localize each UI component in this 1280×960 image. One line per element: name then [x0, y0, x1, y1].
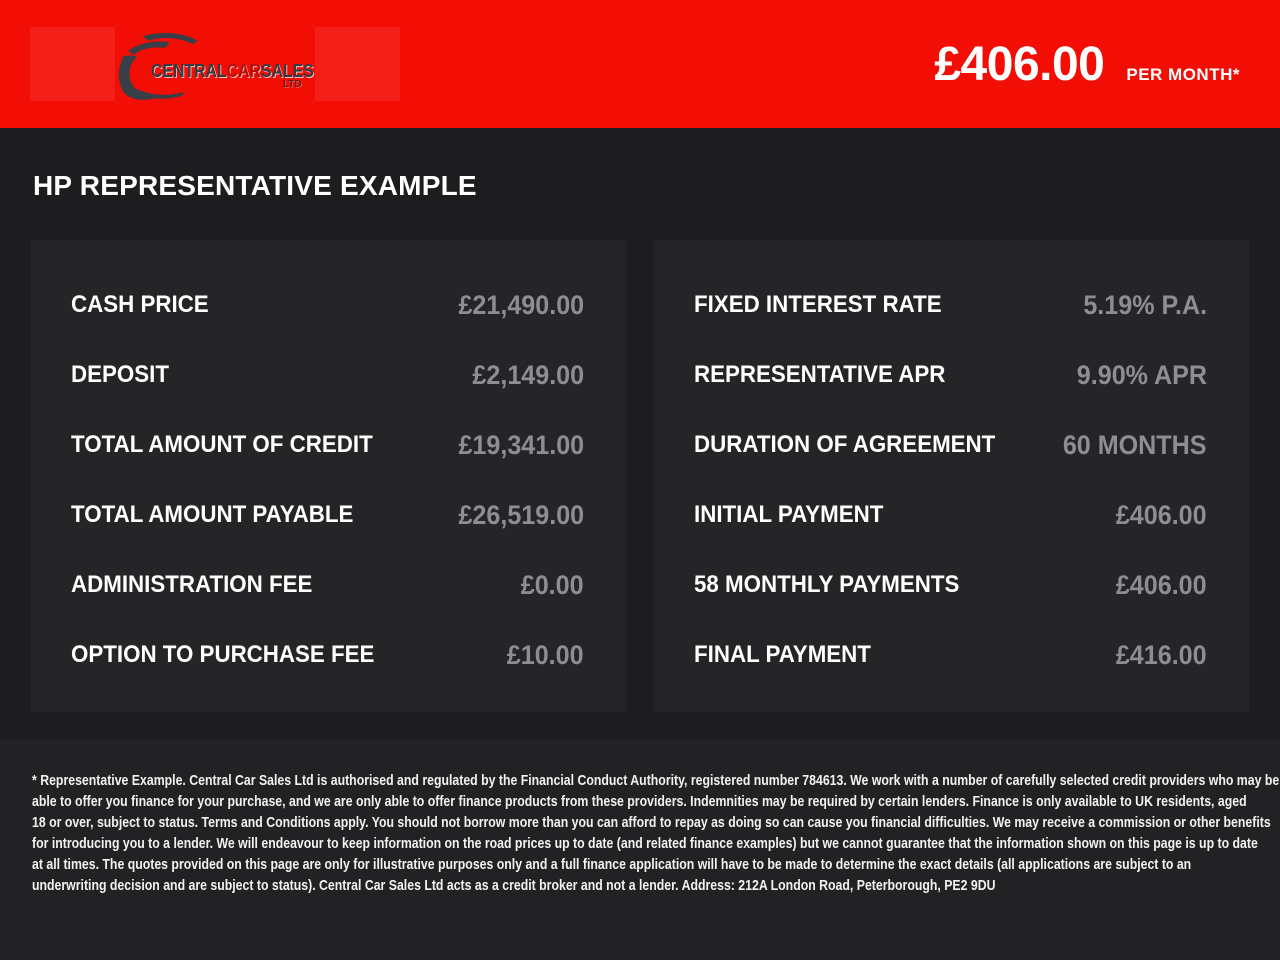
- finance-value: 60 MONTHS: [1063, 429, 1207, 460]
- logo-word-car: CAR: [226, 61, 261, 81]
- table-row: [694, 480, 1207, 550]
- logo-word-central: CENTRAL: [151, 61, 227, 81]
- finance-value: £416.00: [1116, 639, 1207, 670]
- logo-word-sales: SALES: [261, 61, 314, 81]
- disclaimer-line: at all times. The quotes provided on this page are only for illustrative purposes only and a full finance application will have to be made to determine the exact details (all applications are subject to an: [32, 856, 1192, 873]
- finance-value: £21,490.00: [458, 289, 584, 320]
- disclaimer-line: 18 or over, subject to status. Terms and Conditions apply. You should not borrow more than you can afford to repay as doing so can cause you financial difficulties. We may receive a commission or other benefits: [32, 814, 1271, 831]
- table-row: [71, 480, 584, 550]
- finance-label: DURATION OF AGREEMENT: [694, 431, 996, 458]
- finance-label: 58 MONTHLY PAYMENTS: [694, 571, 960, 598]
- finance-panel-right: [654, 240, 1249, 712]
- logo-right-block: [315, 27, 400, 101]
- table-row: [694, 410, 1207, 480]
- table-row: [71, 340, 584, 410]
- legal-disclaimer: [0, 740, 1280, 960]
- table-row: [71, 270, 584, 340]
- logo-emblem: [115, 27, 315, 101]
- company-logo[interactable]: [30, 27, 400, 101]
- finance-value: £19,341.00: [458, 429, 584, 460]
- logo-ltd-suffix: LTD: [283, 79, 302, 90]
- monthly-price-suffix: PER MONTH*: [1126, 64, 1240, 84]
- finance-label: TOTAL AMOUNT OF CREDIT: [71, 431, 373, 458]
- finance-panels: [31, 240, 1249, 712]
- finance-label: TOTAL AMOUNT PAYABLE: [71, 501, 354, 528]
- finance-label: REPRESENTATIVE APR: [694, 361, 946, 388]
- logo-left-block: [30, 27, 115, 101]
- monthly-price-amount: £406.00: [934, 37, 1105, 91]
- table-row: [71, 620, 584, 690]
- finance-value: £2,149.00: [472, 359, 584, 390]
- table-row: [694, 620, 1207, 690]
- finance-value: £406.00: [1116, 569, 1207, 600]
- finance-panel-left: [31, 240, 626, 712]
- disclaimer-line: * Representative Example. Central Car Sales Ltd is authorised and regulated by the Financial Conduct Authority, registered number 784613. We work with a number of carefully selected credit providers who may be: [32, 772, 1280, 789]
- finance-label: DEPOSIT: [71, 361, 169, 388]
- finance-value: £406.00: [1116, 499, 1207, 530]
- finance-label: FIXED INTEREST RATE: [694, 291, 942, 318]
- finance-label: CASH PRICE: [71, 291, 209, 318]
- page-title: HP REPRESENTATIVE EXAMPLE: [33, 170, 477, 201]
- finance-label: INITIAL PAYMENT: [694, 501, 884, 528]
- finance-label: OPTION TO PURCHASE FEE: [71, 641, 375, 668]
- table-row: [694, 340, 1207, 410]
- disclaimer-line: for introducing you to a lender. We will endeavour to keep information on the road prices up to date (and related finance examples) but we cannot guarantee that the information shown on this page is up to date: [32, 835, 1258, 852]
- finance-value: £26,519.00: [458, 499, 584, 530]
- finance-label: ADMINISTRATION FEE: [71, 571, 313, 598]
- finance-label: FINAL PAYMENT: [694, 641, 871, 668]
- finance-value: 9.90% APR: [1076, 359, 1207, 390]
- table-row: [694, 550, 1207, 620]
- finance-example-section: [0, 128, 1280, 712]
- finance-value: £10.00: [507, 639, 584, 670]
- header-banner: [0, 0, 1280, 128]
- table-row: [694, 270, 1207, 340]
- disclaimer-line: underwriting decision and are subject to status). Central Car Sales Ltd acts as a credit broker and not a lender. Address: 212A London Road, Peterborough, PE2 9DU: [32, 877, 996, 894]
- table-row: [71, 410, 584, 480]
- finance-value: 5.19% P.A.: [1083, 289, 1207, 320]
- table-row: [71, 550, 584, 620]
- monthly-price: [934, 37, 1240, 92]
- disclaimer-line: able to offer you finance for your purchase, and we are only able to offer finance products from these providers. Indemnities may be required by certain lenders. Finance is only available to UK residents, aged: [32, 793, 1247, 810]
- finance-value: £0.00: [521, 569, 584, 600]
